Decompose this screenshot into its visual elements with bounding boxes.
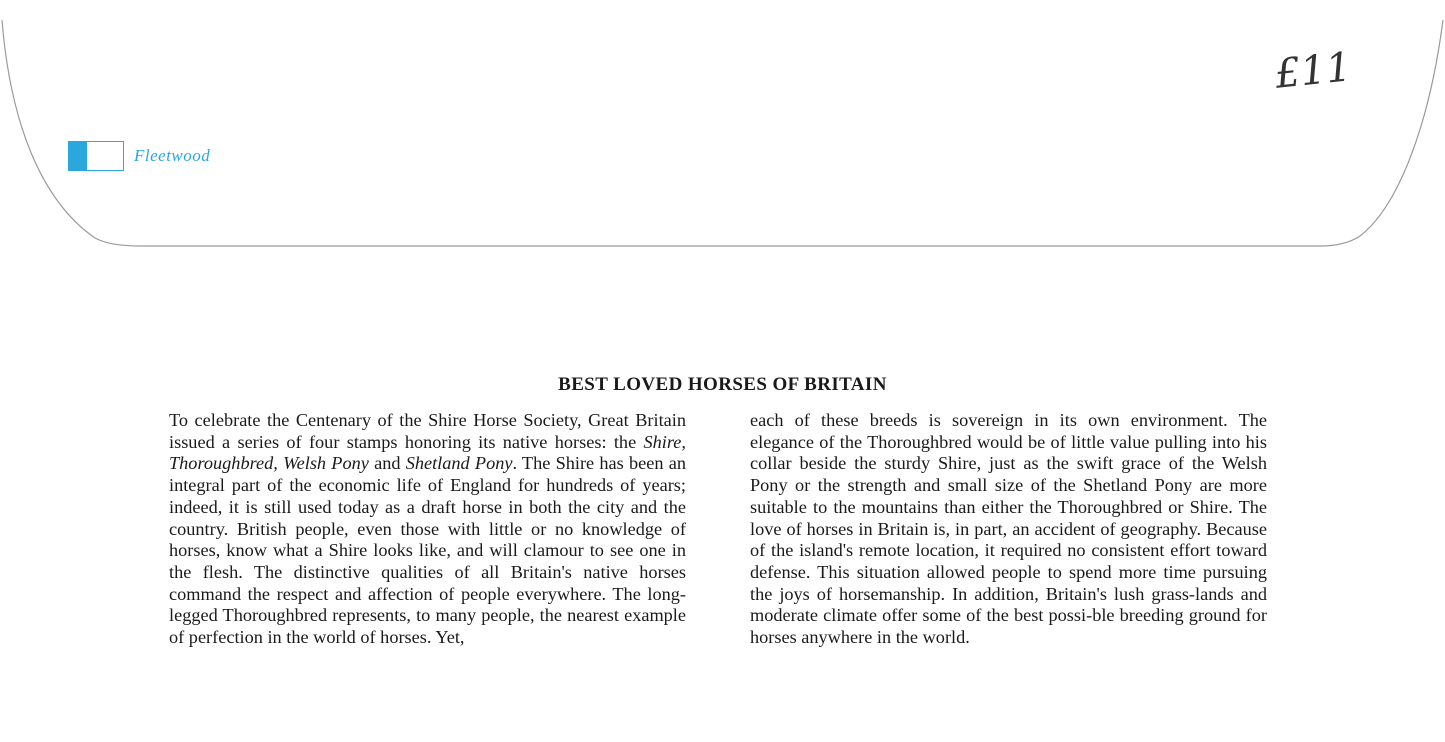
envelope-flap-outline bbox=[0, 0, 1445, 260]
left-text-part1: To celebrate the Centenary of the Shire Horse Society, Great Britain issued a series of four stamps honoring its native horses: the bbox=[169, 410, 686, 452]
left-text-part2: and bbox=[368, 453, 406, 474]
left-text-part3: . The Shire has been an integral part of the economic life of England for hundreds of years; indeed, it is still used today as a draft horse in both the city and the country. British people, even those with little or no knowledge of horses, know what a Shire looks like, and will clamour to see one in the flesh. The distinctive qualities of all Britain's native horses command the respect and affection of people everywhere. The long-legged Thoroughbred represents, to many people, the nearest example of perfection in the world of horses. Yet, bbox=[169, 453, 686, 648]
breeds-italic-1: Shire, Thoroughbred, Welsh Pony bbox=[169, 431, 686, 474]
handwritten-price: £11 bbox=[1272, 44, 1354, 98]
brand-name: Fleetwood bbox=[134, 146, 211, 165]
left-text-column bbox=[169, 410, 686, 649]
right-text-column: each of these breeds is sovereign in its own environment. The elegance of the Thoroughbred would be of little value pulling into his collar beside the sturdy Shire, just as the swift grace of the Welsh Pony or the strength and small size of the Shetland Pony are more suitable to the mountains than either the Thoroughbred or Shire. The love of horses in Britain is, in part, an accident of geography. Because of the island's remote location, it required no consistent effort toward defense. This situation allowed people to spend more time pursuing the joys of horsemanship. In addition, Britain's lush grass-lands and moderate climate offer some of the best possi-ble breeding ground for horses anywhere in the world. bbox=[750, 410, 1267, 648]
breeds-italic-2: Shetland Pony bbox=[405, 453, 513, 474]
fleetwood-logo bbox=[68, 141, 210, 171]
logo-mark-icon bbox=[68, 141, 124, 171]
insert-title: BEST LOVED HORSES OF BRITAIN bbox=[558, 374, 887, 395]
